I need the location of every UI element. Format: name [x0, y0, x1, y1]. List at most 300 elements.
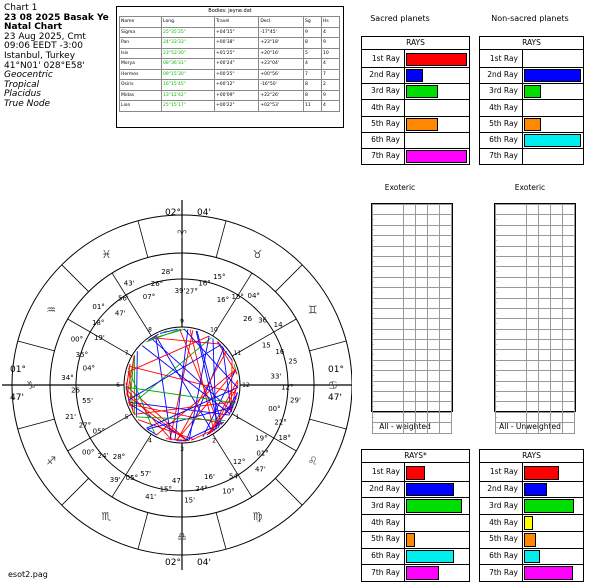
mini-cell: [404, 381, 416, 391]
mini-cell: [404, 340, 416, 350]
mini-symbol-icon: ·: [373, 269, 375, 276]
mini-cell: [527, 288, 539, 298]
mini-cell: [373, 288, 404, 298]
mini-cell: [551, 402, 563, 412]
ray-bar: [406, 550, 454, 564]
chart-node-type: True Node: [4, 98, 51, 109]
sign-boundary: [216, 221, 226, 258]
planet-degree-label: 41': [145, 492, 157, 501]
mini-cell: [439, 360, 451, 370]
asteroid-cell-long: 25°15'17": [162, 101, 215, 112]
all-weighted-title: All - weighted: [379, 422, 431, 431]
asteroid-cell-decl: +00°56': [259, 69, 304, 80]
ray-row-line: [362, 132, 469, 133]
mini-cell: [404, 205, 416, 215]
ray-label: 7th Ray: [371, 150, 400, 160]
mini-row: [496, 288, 575, 298]
ray-label: 2nd Ray: [369, 70, 400, 80]
mini-cell: [551, 246, 563, 256]
rays-panel-sacred: [361, 36, 470, 165]
sign-boundary: [138, 513, 148, 550]
rays-panel-unweighted: [479, 449, 584, 582]
mini-cell: [539, 288, 551, 298]
mini-cell: [373, 225, 404, 235]
sign-boundary: [18, 419, 55, 429]
ray-bar: [406, 69, 423, 82]
mini-cell: [551, 225, 563, 235]
asteroid-cell-name: Pan: [120, 38, 162, 49]
mini-cell: [439, 350, 451, 360]
chart-zodiac-2: Tropical: [4, 79, 40, 90]
col-decl: Decl.: [259, 17, 304, 28]
ray-label: 5th Ray: [371, 118, 400, 128]
mini-cell: [439, 371, 451, 381]
house-number: 1: [235, 414, 240, 421]
planet-degree-label: 27°: [185, 287, 198, 296]
mini-symbol-icon: ·: [496, 414, 498, 421]
mini-row: [373, 308, 452, 318]
asteroid-cell-long: 25°35'25": [162, 27, 215, 38]
mini-cell: [551, 288, 563, 298]
mini-symbol-icon: ·: [496, 320, 498, 327]
mini-symbol-icon: ·: [373, 424, 375, 431]
mini-symbol-icon: ·: [373, 393, 375, 400]
mini-cell: [527, 340, 539, 350]
mini-cell: [539, 371, 551, 381]
mini-cell: [416, 288, 428, 298]
mini-cell: [496, 423, 527, 433]
mini-cell: [373, 360, 404, 370]
planet-degree-label: 01°: [256, 449, 269, 458]
mini-cell: [562, 256, 574, 266]
house-number: 10: [210, 326, 218, 334]
asteroid-row: [120, 90, 340, 101]
mini-row: [373, 256, 452, 266]
mini-cell: [404, 246, 416, 256]
asteroid-row: [120, 59, 340, 70]
chart-header: [4, 4, 109, 110]
planet-degree-label: 05°: [92, 427, 106, 436]
mini-cell: [527, 298, 539, 308]
col-travel: Travel: [215, 17, 259, 28]
mini-cell: [439, 298, 451, 308]
asteroid-rows: [120, 27, 340, 111]
house-number: 8: [148, 326, 152, 334]
mini-cell: [404, 392, 416, 402]
mini-cell: [562, 236, 574, 246]
asteroid-row: [120, 38, 340, 49]
ray-label: 2nd Ray: [487, 70, 518, 80]
mini-cell: [551, 412, 563, 422]
col-name: Name: [120, 17, 162, 28]
cusp-label: 47': [328, 393, 342, 403]
mini-cell: [496, 371, 527, 381]
mini-cell: [539, 340, 551, 350]
ray-bar: [524, 85, 541, 98]
mini-cell: [439, 329, 451, 339]
ray-row-line: [480, 564, 583, 565]
mini-cell: [373, 246, 404, 256]
ray-row-line: [362, 99, 469, 100]
planet-degree-label: 57': [140, 470, 152, 479]
ray-row-line: [480, 514, 583, 515]
mini-symbol-icon: ·: [373, 362, 375, 369]
asteroid-cell-travel: +04'15": [215, 27, 259, 38]
asteroid-cell-sg: 8: [304, 38, 322, 49]
mini-cell: [496, 360, 527, 370]
mini-cell: [416, 225, 428, 235]
mini-cell: [539, 319, 551, 329]
planet-degree-label: 54': [228, 472, 240, 481]
mini-row: [373, 360, 452, 370]
asteroid-cell-name: Sigma: [120, 27, 162, 38]
aspect-line: [128, 336, 210, 372]
mini-cell: [373, 392, 404, 402]
ray-bar: [524, 566, 573, 580]
asteroid-cell-decl: +23°18': [259, 38, 304, 49]
planet-degree-label: 39': [109, 475, 121, 484]
mini-cell: [551, 256, 563, 266]
mini-cell: [496, 381, 527, 391]
zodiac-sign-icon: ♏: [101, 509, 112, 523]
aspect-line: [136, 351, 137, 417]
mini-cell: [404, 277, 416, 287]
asteroid-cell-travel: +00'38": [215, 38, 259, 49]
mini-cell: [562, 246, 574, 256]
mini-cell: [404, 402, 416, 412]
exoteric-left-title: Exoteric: [384, 183, 416, 192]
mini-cell: [416, 319, 428, 329]
mini-row: [373, 340, 452, 350]
ray-bar: [406, 53, 467, 66]
cusp-label: 47': [10, 393, 24, 403]
asteroid-cell-long: 13°12'42": [162, 90, 215, 101]
ray-label: 7th Ray: [489, 150, 518, 160]
mini-cell: [496, 236, 527, 246]
asteroid-cell-long: 23°53'30": [162, 48, 215, 59]
asteroid-cell-sg: 4: [304, 59, 322, 70]
mini-symbol-icon: ·: [373, 289, 375, 296]
asteroid-cell-travel: +00'22": [215, 101, 259, 112]
sign-boundary: [310, 341, 347, 351]
mini-cell: [527, 246, 539, 256]
mini-symbol-icon: ·: [373, 227, 375, 234]
mini-cell: [428, 319, 440, 329]
mini-cell: [539, 381, 551, 391]
mini-cell: [539, 236, 551, 246]
mini-row: [496, 298, 575, 308]
ray-row-line: [480, 497, 583, 498]
mini-cell: [562, 350, 574, 360]
mini-cell: [551, 329, 563, 339]
ray-label: 2nd Ray: [487, 484, 518, 494]
planet-degree-label: 16°: [216, 296, 230, 305]
chart-place: Istanbul, Turkey: [4, 50, 76, 61]
mini-row: [496, 236, 575, 246]
planet-degree-label: 19°: [255, 434, 268, 443]
mini-cell: [404, 371, 416, 381]
mini-cell: [496, 246, 527, 256]
planet-degree-label: 43': [123, 279, 135, 288]
mini-cell: [416, 360, 428, 370]
mini-row: [496, 329, 575, 339]
planet-degree-label: 26: [71, 386, 81, 395]
mini-cell: [551, 340, 563, 350]
mini-cell: [527, 423, 539, 433]
mini-cell: [373, 277, 404, 287]
sign-boundary: [275, 265, 302, 292]
mini-row: [496, 246, 575, 256]
mini-symbol-icon: ·: [496, 237, 498, 244]
mini-row: [496, 381, 575, 391]
asteroid-cell-sg: 8: [304, 80, 322, 91]
mini-cell: [551, 236, 563, 246]
mini-cell: [527, 350, 539, 360]
mini-symbol-icon: ·: [496, 341, 498, 348]
mini-cell: [416, 392, 428, 402]
asteroid-cell-decl: -17°45': [259, 27, 304, 38]
planet-degree-label: 12°: [232, 458, 246, 467]
asteroid-cell-decl: -16°50': [259, 80, 304, 91]
ray-row-line: [362, 148, 469, 149]
planet-degree-label: 07°: [142, 292, 156, 301]
mini-cell: [428, 402, 440, 412]
mini-cell: [373, 340, 404, 350]
ray-label: 5th Ray: [371, 534, 400, 544]
mini-cell: [439, 381, 451, 391]
mini-cell: [539, 423, 551, 433]
asteroid-cell-long: 08°36'31": [162, 59, 215, 70]
mini-symbol-icon: ·: [373, 300, 375, 307]
planet-degree-label: 16: [275, 348, 285, 357]
mini-cell: [373, 423, 404, 433]
mini-cell: [428, 329, 440, 339]
mini-row: [496, 205, 575, 215]
mini-cell: [416, 423, 428, 433]
mini-row: [373, 215, 452, 225]
mini-cell: [527, 277, 539, 287]
mini-cell: [551, 319, 563, 329]
mini-row: [373, 288, 452, 298]
asteroid-cell-sg: 5: [304, 48, 322, 59]
mini-cell: [404, 329, 416, 339]
mini-cell: [539, 350, 551, 360]
mini-cell: [496, 288, 527, 298]
mini-cell: [562, 277, 574, 287]
mini-row: [496, 371, 575, 381]
mini-cell: [416, 256, 428, 266]
mini-cell: [439, 423, 451, 433]
ray-label: 4th Ray: [489, 517, 518, 527]
asteroid-cell-name: Midas: [120, 90, 162, 101]
mini-cell: [373, 402, 404, 412]
aspect-line: [156, 336, 213, 432]
mini-symbol-icon: ·: [496, 331, 498, 338]
ray-row-line: [480, 481, 583, 482]
mini-row: [373, 267, 452, 277]
asteroid-cell-sg: 7: [304, 69, 322, 80]
planet-degree-label: 33': [270, 372, 282, 381]
mini-symbol-icon: ·: [496, 269, 498, 276]
asteroid-cell-decl: +02°53': [259, 101, 304, 112]
ray-row-line: [480, 116, 583, 117]
mini-cell: [539, 225, 551, 235]
mini-cell: [428, 298, 440, 308]
ray-label: 4th Ray: [489, 102, 518, 112]
asteroid-table-title: Bodies: jeyne.dat: [208, 8, 252, 14]
ray-label: 4th Ray: [371, 517, 400, 527]
mini-cell: [539, 412, 551, 422]
planet-degree-label: 56': [117, 294, 129, 303]
asteroid-cell-name: Hermes: [120, 69, 162, 80]
asteroid-cell-hs: 9: [321, 90, 339, 101]
sign-boundary: [310, 419, 347, 429]
asteroid-row: [120, 80, 340, 91]
mini-cell: [562, 205, 574, 215]
mini-cell: [416, 340, 428, 350]
mini-cell: [416, 381, 428, 391]
mini-cell: [496, 412, 527, 422]
mini-cell: [496, 298, 527, 308]
planet-degree-label: 26: [243, 314, 253, 323]
mini-cell: [539, 267, 551, 277]
mini-cell: [416, 412, 428, 422]
chart-number: Chart 1: [4, 3, 38, 13]
cusp-label: 02°: [165, 208, 181, 218]
mini-cell: [562, 360, 574, 370]
mini-row: [373, 402, 452, 412]
col-sg: Sg: [304, 17, 322, 28]
aspect-line: [128, 345, 221, 400]
zodiac-sign-icon: ♑: [26, 379, 36, 392]
mini-cell: [416, 205, 428, 215]
mini-cell: [539, 215, 551, 225]
sign-boundary: [138, 221, 148, 258]
mini-cell: [428, 225, 440, 235]
mini-cell: [428, 205, 440, 215]
zodiac-sign-icon: ♍: [252, 509, 263, 523]
page-source: esot2.pag: [8, 570, 48, 579]
mini-cell: [416, 350, 428, 360]
col-hs: Hs: [321, 17, 339, 28]
mini-cell: [539, 329, 551, 339]
mini-cell: [404, 412, 416, 422]
mini-row: [496, 360, 575, 370]
ray-row-line: [480, 67, 583, 68]
ray-row-line: [362, 481, 469, 482]
ray-bar: [406, 499, 462, 513]
ray-label: 3rd Ray: [489, 500, 518, 510]
mini-cell: [428, 277, 440, 287]
ray-label: 3rd Ray: [371, 500, 400, 510]
mini-cell: [527, 205, 539, 215]
mini-cell: [373, 381, 404, 391]
mini-cell: [428, 236, 440, 246]
mini-row: [496, 392, 575, 402]
mini-cell: [562, 381, 574, 391]
mini-cell: [439, 267, 451, 277]
mini-row: [373, 236, 452, 246]
ray-row-line: [362, 67, 469, 68]
mini-symbol-icon: ·: [496, 372, 498, 379]
mini-row: [496, 277, 575, 287]
mini-cell: [373, 256, 404, 266]
rays-panel-nonsacred: [479, 36, 584, 165]
planet-degree-label: 47': [254, 465, 266, 474]
mini-cell: [496, 267, 527, 277]
mini-cell: [439, 319, 451, 329]
mini-cell: [373, 329, 404, 339]
col-long: Long.: [162, 17, 215, 28]
mini-cell: [439, 412, 451, 422]
mini-cell: [562, 423, 574, 433]
zodiac-sign-icon: ♉: [252, 248, 263, 262]
mini-row: [373, 319, 452, 329]
mini-cell: [428, 256, 440, 266]
ray-row-line: [362, 497, 469, 498]
ray-label: 5th Ray: [489, 118, 518, 128]
ray-bar: [524, 69, 581, 82]
chart-time: 09:06 EEDT -3:00: [4, 41, 83, 52]
mini-row: [496, 267, 575, 277]
sign-boundary: [62, 265, 89, 292]
planet-degree-label: 24°: [195, 485, 208, 494]
house-number: 6: [116, 382, 120, 389]
mini-cell: [428, 392, 440, 402]
mini-cell: [496, 215, 527, 225]
mini-cell: [551, 267, 563, 277]
ray-row-line: [480, 132, 583, 133]
mini-row: [373, 246, 452, 256]
mini-cell: [496, 308, 527, 318]
ray-row-line: [362, 514, 469, 515]
asteroid-header-row: [120, 17, 340, 28]
ray-row-line: [480, 99, 583, 100]
planet-degree-label: 29': [290, 396, 301, 405]
ray-label: 1st Ray: [489, 54, 518, 64]
asteroid-cell-long: 24°33'33": [162, 38, 215, 49]
asteroid-cell-name: Osiris: [120, 80, 162, 91]
ray-bar: [406, 483, 454, 497]
asteroid-cell-sg: 9: [304, 27, 322, 38]
asteroid-cell-travel: +00'24": [215, 59, 259, 70]
mini-symbol-icon: ·: [373, 331, 375, 338]
mini-cell: [416, 402, 428, 412]
mini-cell: [562, 215, 574, 225]
planet-degree-label: 28°: [161, 267, 174, 276]
mini-cell: [562, 225, 574, 235]
mini-cell: [404, 350, 416, 360]
mini-cell: [539, 308, 551, 318]
ray-label: 1st Ray: [371, 54, 400, 64]
ray-bar: [406, 466, 425, 480]
mini-cell: [416, 308, 428, 318]
mini-row: [496, 402, 575, 412]
house-number: 5: [124, 414, 129, 421]
mini-cell: [496, 392, 527, 402]
house-number: 9: [180, 318, 184, 325]
mini-symbol-icon: ·: [496, 289, 498, 296]
ray-label: 6th Ray: [489, 134, 518, 144]
mini-cell: [404, 319, 416, 329]
aspect-line: [142, 346, 230, 414]
mini-row: [373, 350, 452, 360]
mini-cell: [539, 402, 551, 412]
mini-symbol-icon: ·: [373, 372, 375, 379]
cusp-label: 04': [197, 208, 211, 218]
planet-degree-label: 00°: [70, 335, 84, 344]
rays-title: RAYS: [362, 38, 469, 50]
